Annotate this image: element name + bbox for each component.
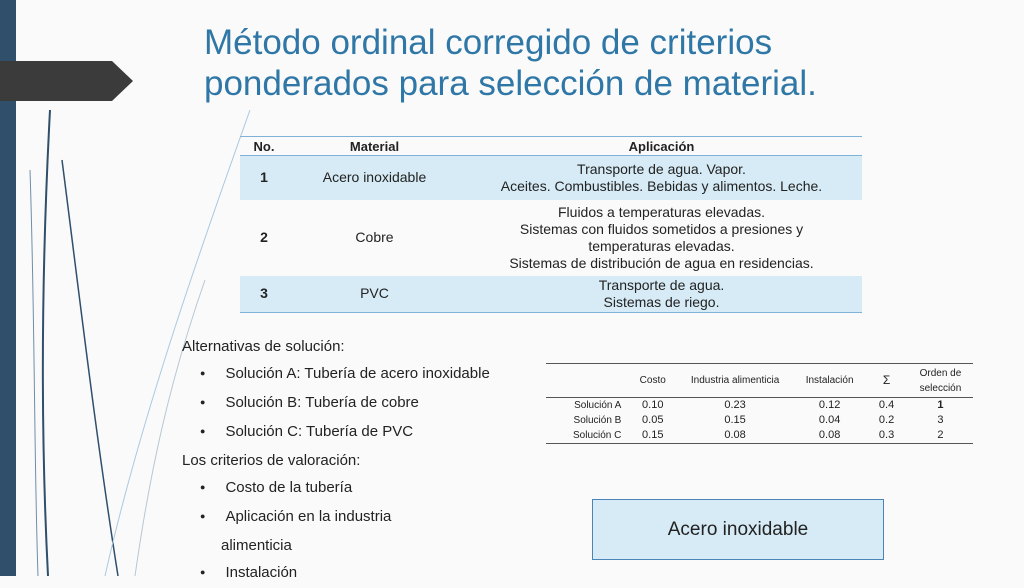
table-row [546, 428, 973, 444]
list-item: ● Instalación [182, 559, 532, 588]
table-row [240, 156, 862, 200]
industria-value: 0.08 [676, 428, 794, 444]
criteria-lists [182, 333, 532, 588]
row-no: 2 [260, 229, 268, 245]
row-material: Acero inoxidable [288, 156, 461, 200]
materials-table [240, 136, 862, 313]
costo-value: 0.15 [629, 428, 676, 444]
orden-value: 1 [937, 399, 944, 411]
row-aplicacion [461, 156, 862, 200]
table-row [546, 413, 973, 428]
table-row [240, 200, 862, 276]
list-item: ● Solución B: Tubería de cobre [182, 389, 532, 418]
header-no: No. [240, 137, 288, 156]
list-item: ● Costo de la tubería [182, 474, 532, 503]
list-item: ● Solución A: Tubería de acero inoxidable [182, 360, 532, 389]
header-blank [546, 364, 629, 398]
header-sum: Σ [865, 364, 908, 398]
scores-header-row [546, 364, 973, 398]
sum-value: 0.2 [878, 414, 895, 426]
solution-name: Solución C [546, 428, 629, 444]
table-row [546, 398, 973, 414]
title-line-2: ponderados para selección de material. [204, 64, 817, 103]
orden-value: 2 [908, 428, 973, 444]
header-instalacion: Instalación [794, 364, 865, 398]
industria-value: 0.15 [724, 414, 746, 426]
costo-value: 0.10 [642, 399, 664, 411]
alternatives-heading: Alternativas de solución: [182, 338, 345, 355]
aplicacion-line: Sistemas de distribución de agua en residencias. [509, 254, 814, 271]
title-arrow-tab [0, 61, 133, 101]
aplicacion-line: Aceites. Combustibles. Bebidas y alimentos. Leche. [500, 177, 823, 194]
solution-name: Solución A [574, 400, 622, 411]
result-box [592, 499, 884, 560]
result-label: Acero inoxidable [667, 518, 809, 540]
aplicacion-line: Transporte de agua. [598, 276, 725, 293]
aplicacion-line: Sistemas con fluidos sometidos a presiones y [519, 220, 804, 237]
aplicacion-line: Fluidos a temperaturas elevadas. [558, 203, 765, 220]
aplicacion-line: Sistemas de riego. [603, 293, 720, 310]
sum-value: 0.3 [865, 428, 908, 444]
aplicacion-line: temperaturas elevadas. [588, 237, 735, 254]
criteria-heading: Los criterios de valoración: [182, 452, 361, 469]
aplicacion-line: Transporte de agua. Vapor. [577, 160, 746, 177]
instalacion-value: 0.12 [818, 399, 841, 411]
row-aplicacion [461, 200, 862, 276]
list-item: ● Aplicación en la industria [182, 503, 532, 532]
row-material: Cobre [355, 229, 394, 245]
sum-value: 0.4 [878, 399, 895, 411]
row-material: PVC [288, 276, 461, 313]
materials-header-row [240, 137, 862, 156]
row-aplicacion [461, 276, 862, 313]
solution-name: Solución B [573, 415, 622, 426]
instalacion-value: 0.08 [794, 428, 865, 444]
header-costo: Costo [629, 364, 676, 398]
header-orden: Orden de selección [908, 364, 973, 398]
header-material: Material [288, 137, 461, 156]
row-no: 1 [240, 156, 288, 200]
industria-value: 0.23 [724, 399, 746, 411]
header-industria: Industria alimenticia [676, 364, 794, 398]
title-line-1: Método ordinal corregido de criterios [204, 23, 773, 62]
table-row [240, 276, 862, 313]
header-aplicacion: Aplicación [461, 137, 862, 156]
row-no: 3 [240, 276, 288, 313]
orden-value: 3 [937, 414, 944, 426]
slide-title [204, 22, 1004, 104]
costo-value: 0.05 [642, 414, 664, 426]
list-item-continuation: alimenticia [221, 537, 292, 554]
instalacion-value: 0.04 [818, 414, 841, 426]
list-item: ● Solución C: Tubería de PVC [182, 418, 532, 447]
scores-table [546, 363, 973, 444]
